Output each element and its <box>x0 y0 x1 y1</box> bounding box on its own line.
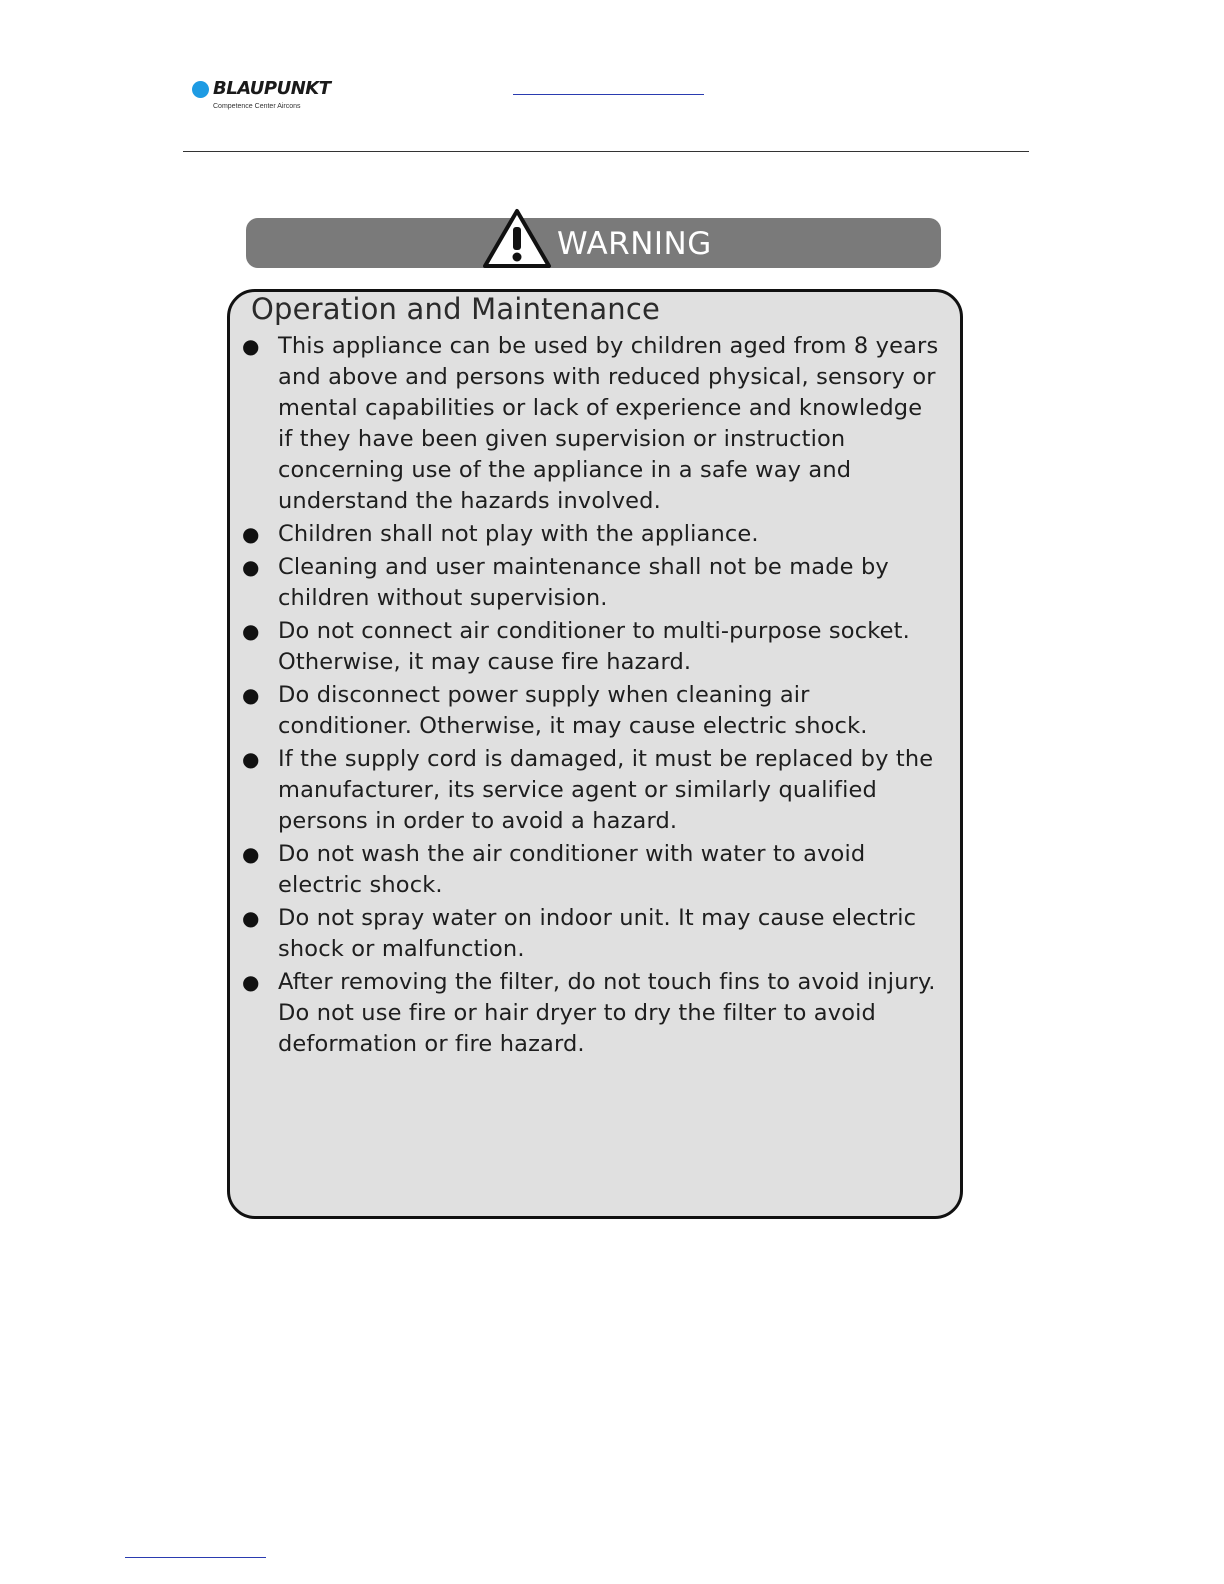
list-item <box>240 616 940 678</box>
footer-link-underline[interactable] <box>125 1557 266 1558</box>
header-link-underline[interactable] <box>513 94 704 95</box>
list-item-text: After removing the filter, do not touch fins to avoid injury. Do not use fire or hair dryer to dry the filter to avoid deformation or fire hazard. <box>278 969 936 1057</box>
bullet-icon: ● <box>242 842 260 866</box>
list-item-text: Do not spray water on indoor unit. It may cause electric shock or malfunction. <box>278 905 917 962</box>
brand-tagline: Competence Center Aircons <box>213 103 301 110</box>
brand-dot-icon <box>192 81 209 98</box>
list-item-text: Do disconnect power supply when cleaning air conditioner. Otherwise, it may cause electric shock. <box>278 682 868 739</box>
list-item-text: Children shall not play with the appliance. <box>278 521 759 547</box>
brand-logo <box>192 80 362 116</box>
list-item-text: Do not connect air conditioner to multi-purpose socket. Otherwise, it may cause fire hazard. <box>278 618 910 675</box>
list-item <box>240 552 940 614</box>
list-item <box>240 744 940 837</box>
brand-name: BLAUPUNKT <box>213 78 331 99</box>
list-item-text: Do not wash the air conditioner with water to avoid electric shock. <box>278 841 866 898</box>
bullet-icon: ● <box>242 555 260 579</box>
list-item-text: This appliance can be used by children aged from 8 years and above and persons with reduced physical, sensory or mental capabilities or lack of experience and knowledge if they have been given supervision or instruction concerning use of the appliance in a safe way and understand the hazards involved. <box>278 333 939 514</box>
list-item-text: Cleaning and user maintenance shall not be made by children without supervision. <box>278 554 889 611</box>
list-item <box>240 331 940 517</box>
list-item <box>240 839 940 901</box>
bullet-icon: ● <box>242 970 260 994</box>
list-item-text: If the supply cord is damaged, it must be replaced by the manufacturer, its service agent or similarly qualified persons in order to avoid a hazard. <box>278 746 934 834</box>
safety-instructions-list <box>240 331 940 1062</box>
list-item <box>240 967 940 1060</box>
warning-label: WARNING <box>557 226 712 262</box>
list-item <box>240 680 940 742</box>
bullet-icon: ● <box>242 522 260 546</box>
list-item <box>240 903 940 965</box>
bullet-icon: ● <box>242 619 260 643</box>
warning-triangle-icon <box>482 208 552 268</box>
bullet-icon: ● <box>242 747 260 771</box>
header-divider <box>183 151 1029 152</box>
bullet-icon: ● <box>242 334 260 358</box>
section-title: Operation and Maintenance <box>251 292 661 326</box>
bullet-icon: ● <box>242 906 260 930</box>
list-item <box>240 519 940 550</box>
bullet-icon: ● <box>242 683 260 707</box>
